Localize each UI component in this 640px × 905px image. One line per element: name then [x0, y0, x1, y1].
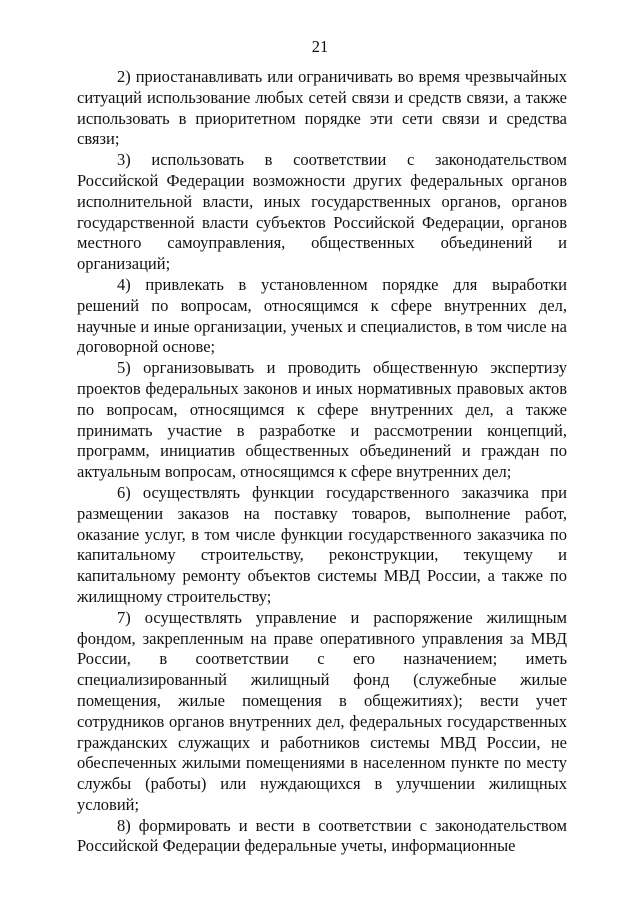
paragraph-item-7: 7) осуществлять управление и распоряжение жилищным фондом, закрепленным на праве оперативного управления за МВД России, в соответствии с его назначением; иметь специализированный жилищный фонд (служебные жилые помещения, жилые помещения в общежитиях); вести учет сотрудников органов внутренних дел, федеральных государственных гражданских служащих и работников системы МВД России, не обеспеченных жилыми помещениями в населенном пункте по месту службы (работы) или нуждающихся в улучшении жилищных условий;: [77, 607, 567, 814]
paragraph-item-8: 8) формировать и вести в соответствии с законодательством Российской Федерации федеральные учеты, информационные: [77, 815, 567, 856]
paragraph-item-3: 3) использовать в соответствии с законодательством Российской Федерации возможности других федеральных органов исполнительной власти, иных государственных органов, органов государственной власти субъектов Российской Федерации, органов местного самоуправления, общественных объединений и организаций;: [77, 150, 567, 274]
paragraph-item-4: 4) привлекать в установленном порядке для выработки решений по вопросам, относящимся к сфере внутренних дел, научные и иные организации, ученых и специалистов, в том числе на договорной основе;: [77, 274, 567, 357]
paragraph-item-5: 5) организовывать и проводить общественную экспертизу проектов федеральных законов и иных нормативных правовых актов по вопросам, относящимся к сфере внутренних дел, а также принимать участие в разработке и рассмотрении концепций, программ, инициатив общественных объединений и граждан по актуальным вопросам, относящимся к сфере внутренних дел;: [77, 358, 567, 482]
page-number: 21: [311, 37, 329, 56]
document-body: [77, 67, 567, 857]
paragraph-item-6: 6) осуществлять функции государственного заказчика при размещении заказов на поставку товаров, выполнение работ, оказание услуг, в том числе функции государственного заказчика по капитальному строительству, реконструкции, текущему и капитальному ремонту объектов системы МВД России, а также по жилищному строительству;: [77, 482, 567, 606]
paragraph-item-2: 2) приостанавливать или ограничивать во время чрезвычайных ситуаций использование любых сетей связи и средств связи, а также использовать в приоритетном порядке эти сети связи и средства связи;: [77, 67, 567, 149]
